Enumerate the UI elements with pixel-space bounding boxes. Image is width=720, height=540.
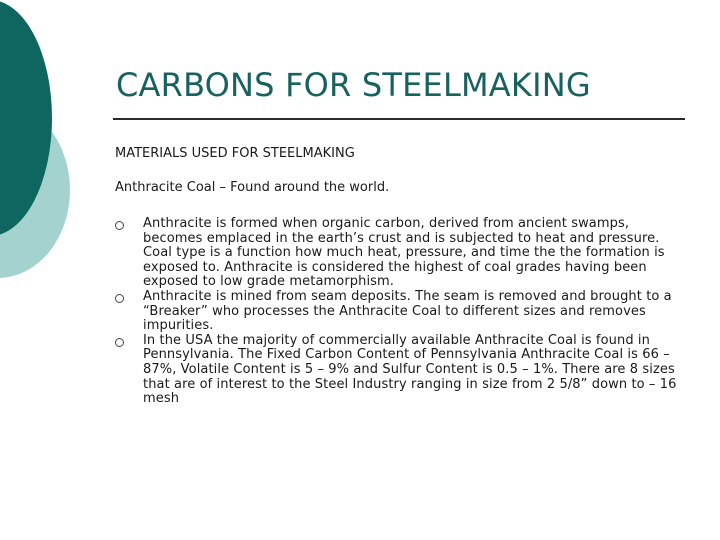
hollow-circle-bullet-icon	[115, 221, 124, 230]
decorative-teal-shapes	[0, 0, 120, 300]
slide-title: CARBONS FOR STEELMAKING	[116, 66, 591, 104]
title-divider	[113, 118, 685, 120]
bullet-item	[115, 217, 680, 290]
section-heading: MATERIALS USED FOR STEELMAKING	[115, 146, 355, 161]
section-subheading: Anthracite Coal – Found around the world.	[115, 180, 390, 195]
bullet-text: In the USA the majority of commercially available Anthracite Coal is found in Pennsylvania. The Fixed Carbon Content of Pennsylvania Anthracite Coal is 66 – 87%, Volatile Content is 5 – 9% and Sulfur Content is 0.5 – 1%. There are 8 sizes that are of interest to the Steel Industry ranging in size from 2 5/8” down to – 16 mesh	[143, 332, 677, 407]
bullet-item	[115, 334, 680, 407]
bullet-item	[115, 290, 680, 334]
bullet-text: Anthracite is mined from seam deposits. The seam is removed and brought to a “Breaker” who processes the Anthracite Coal to different sizes and removes impurities.	[143, 288, 672, 334]
bullet-list	[115, 217, 680, 407]
bullet-text: Anthracite is formed when organic carbon, derived from ancient swamps, becomes emplaced in the earth’s crust and is subjected to heat and pressure. Coal type is a function how much heat, pressure, and time the the formation is exposed to. Anthracite is considered the highest of coal grades having been exposed to low grade metamorphism.	[143, 216, 665, 290]
hollow-circle-bullet-icon	[115, 294, 124, 303]
hollow-circle-bullet-icon	[115, 338, 124, 347]
